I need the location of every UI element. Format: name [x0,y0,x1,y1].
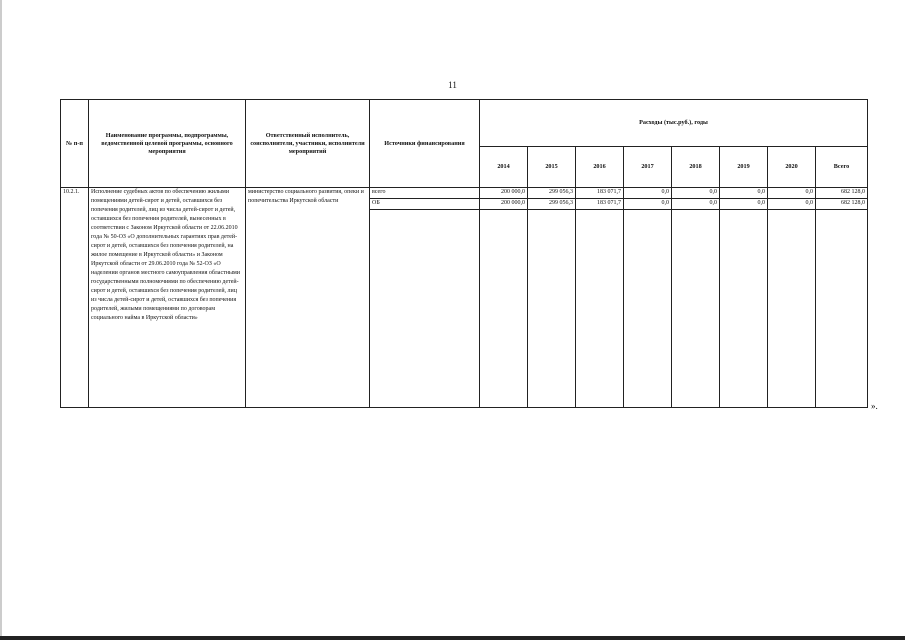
empty-cell [720,210,768,408]
empty-cell [672,210,720,408]
value-cell: 0,0 [624,199,672,210]
budget-table [60,99,868,408]
year-header: 2014 [480,147,528,188]
year-header: 2020 [768,147,816,188]
value-cell: 200 000,0 [480,188,528,199]
year-header: 2018 [672,147,720,188]
value-cell: 0,0 [672,199,720,210]
header-source: Источники финансирования [370,100,480,188]
empty-cell [370,210,480,408]
empty-cell [576,210,624,408]
scan-left-edge [0,0,2,640]
value-cell: 0,0 [720,199,768,210]
year-header: 2015 [528,147,576,188]
year-header: 2017 [624,147,672,188]
header-rownum: № п-п [61,100,89,188]
total-header: Всего [816,147,868,188]
closing-quote: ». [871,401,878,411]
empty-cell [528,210,576,408]
year-header: 2016 [576,147,624,188]
header-executor: Ответственный исполнитель, соисполнители, участники, исполнители мероприятий [246,100,370,188]
year-header: 2019 [720,147,768,188]
funding-source: ОБ [370,199,480,210]
header-name: Наименование программы, подпрограммы, ведомственной целевой программы, основного мероприятия [89,100,246,188]
value-cell: 0,0 [624,188,672,199]
empty-cell [624,210,672,408]
empty-cell [768,210,816,408]
empty-cell [480,210,528,408]
page-number: 11 [448,80,457,90]
value-cell: 200 000,0 [480,199,528,210]
total-cell: 682 128,0 [816,199,868,210]
row-number: 10.2.1. [61,188,89,408]
funding-source: всего [370,188,480,199]
value-cell: 0,0 [672,188,720,199]
value-cell: 299 056,3 [528,199,576,210]
header-expenses: Расходы (тыс.руб.), годы [480,100,868,147]
value-cell: 299 056,3 [528,188,576,199]
table-row-total [61,188,868,199]
total-cell: 682 128,0 [816,188,868,199]
header-row [61,100,868,147]
scan-bottom-edge [0,636,905,640]
empty-cell [816,210,868,408]
value-cell: 183 071,7 [576,199,624,210]
value-cell: 0,0 [768,199,816,210]
value-cell: 0,0 [768,188,816,199]
row-executor: министерство социального развития, опеки и попечительства Иркутской области [246,188,370,408]
row-name: Исполнение судебных актов по обеспечению жилыми помещениями детей-сирот и детей, оставшихся без попечения родителей, лиц из числа детей-сирот и детей, оставшихся без попечения родителей, вынесенных в соответствии с Законом Иркутской области от 22.06.2010 года № 50-ОЗ «О дополнительных гарантиях прав детей-сирот и детей, оставшихся без попечения родителей, на жилое помещение в Иркутской области» и Законом Иркутской области от 29.06.2010 года № 52-ОЗ «О наделении органов местного самоуправления областными государственными полномочиями по обеспечению детей-сирот и детей, оставшихся без попечения родителей, лиц из числа детей-сирот и детей, оставшихся без попечения родителей, жилыми помещениями по договорам социального найма в Иркутской области» [89,188,246,408]
value-cell: 183 071,7 [576,188,624,199]
value-cell: 0,0 [720,188,768,199]
